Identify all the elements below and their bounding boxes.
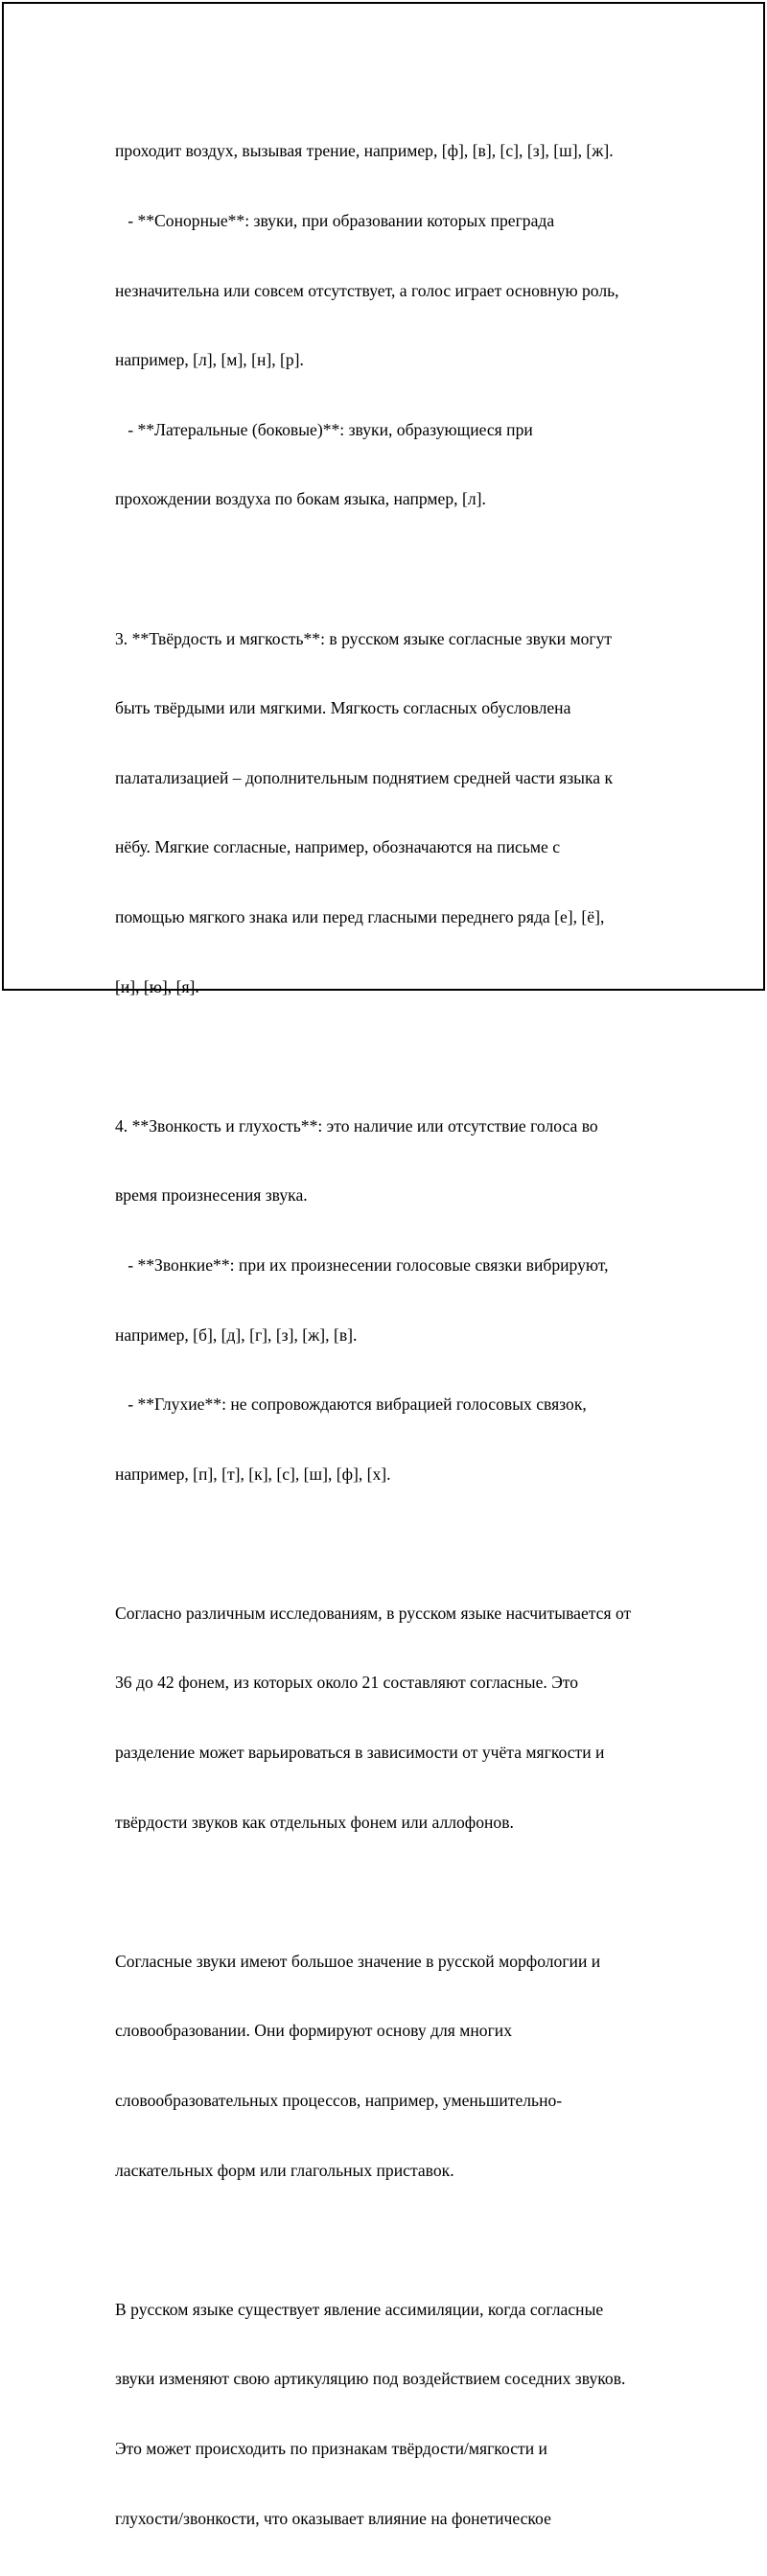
text-line: - **Звонкие**: при их произнесении голосовые связки вибрируют, bbox=[115, 1254, 609, 1275]
text-line: Это может происходить по признакам твёрдости/мягкости и bbox=[115, 2439, 547, 2458]
text-line: быть твёрдыми или мягкими. Мягкость согласных обусловлена bbox=[115, 698, 571, 718]
text-line: например, [л], [м], [н], [р]. bbox=[115, 350, 304, 370]
text-line: 3. **Твёрдость и мягкость**: в русском языке согласные звуки могут bbox=[115, 628, 613, 648]
text-line: прохождении воздуха по бокам языка, напрмер, [л]. bbox=[115, 489, 486, 509]
page-frame bbox=[2, 2, 765, 2528]
text-line: палатализацией – дополнительным поднятием средней части языка к bbox=[115, 767, 614, 787]
blank-line bbox=[115, 2228, 681, 2251]
text-line: - **Глухие**: не сопровождаются вибрацией голосовых связок, bbox=[115, 1394, 587, 1415]
text-line: звуки изменяют свою артикуляцию под воздействием соседних звуков. bbox=[115, 2369, 626, 2389]
text-line: - **Латеральные (боковые)**: звуки, образующиеся при bbox=[115, 419, 533, 439]
text-line: ласкательных форм или глагольных приставок. bbox=[115, 2160, 454, 2180]
text-line: - **Сонорные**: звуки, при образовании которых преграда bbox=[115, 211, 555, 230]
text-line: [и], [ю], [я]. bbox=[115, 976, 199, 996]
text-line: 36 до 42 фонем, из которых около 21 составляют согласные. Это bbox=[115, 1673, 579, 1693]
blank-line bbox=[115, 1044, 681, 1067]
document-text bbox=[115, 93, 681, 2576]
text-line: глухости/звонкости, что оказывает влияние на фонетическое bbox=[115, 2508, 551, 2528]
blank-line bbox=[115, 1532, 681, 1555]
text-line: В русском языке существует явление ассимиляции, когда согласные bbox=[115, 2299, 604, 2319]
text-line: разделение может варьироваться в зависимости от учёта мягкости и bbox=[115, 1743, 605, 1763]
text-line: Согласные звуки имеют большое значение в русской морфологии и bbox=[115, 1951, 601, 1971]
text-line: проходит воздух, вызывая трение, например, [ф], [в], [с], [з], [ш], [ж]. bbox=[115, 141, 614, 161]
blank-line bbox=[115, 557, 681, 580]
text-line: словообразовании. Они формируют основу для многих bbox=[115, 2021, 513, 2041]
text-line: нёбу. Мягкие согласные, например, обозначаются на письме с bbox=[115, 837, 561, 857]
text-line: твёрдости звуков как отдельных фонем или аллофонов. bbox=[115, 1812, 514, 1832]
text-line: помощью мягкого знака или перед гласными переднего ряда [е], [ё], bbox=[115, 906, 605, 926]
text-line: 4. **Звонкость и глухость**: это наличие или отсутствие голоса во bbox=[115, 1115, 598, 1136]
text-line: например, [п], [т], [к], [с], [ш], [ф], [х]. bbox=[115, 1464, 391, 1484]
text-line: время произнесения звука. bbox=[115, 1185, 308, 1206]
text-line: Согласно различным исследованиям, в русском языке насчитывается от bbox=[115, 1603, 632, 1623]
text-line: незначительна или совсем отсутствует, а голос играет основную роль, bbox=[115, 280, 619, 300]
text-line: словообразовательных процессов, например, уменьшительно- bbox=[115, 2091, 563, 2111]
blank-line bbox=[115, 1880, 681, 1903]
text-line: например, [б], [д], [г], [з], [ж], [в]. bbox=[115, 1324, 358, 1345]
